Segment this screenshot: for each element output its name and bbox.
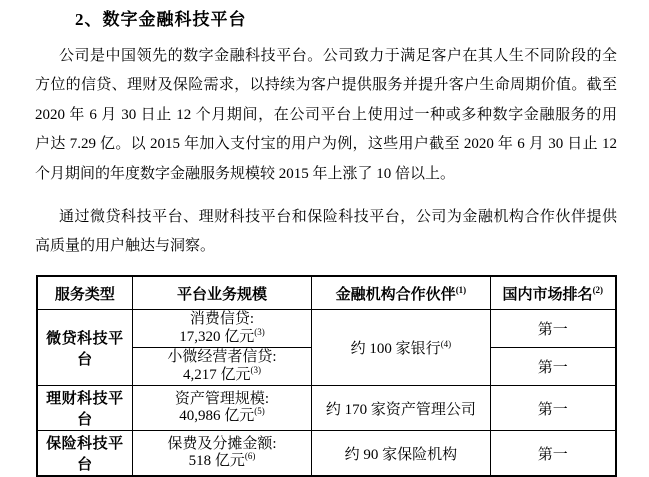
cell-rank-insurtech: 第一 — [490, 431, 616, 477]
paragraph-overview — [35, 42, 617, 189]
table-header-row — [37, 276, 616, 310]
section-heading: 2、数字金融科技平台 — [75, 10, 247, 29]
header-platform-scale: 平台业务规模 — [132, 276, 312, 310]
cell-partners-insurtech: 约 90 家保险机构 — [312, 431, 490, 477]
paragraph-platforms — [35, 203, 617, 262]
paragraph-line: 通过微贷科技平台、理财科技平台和保险科技平台，公司为金融机构合作伙伴提供 — [59, 209, 617, 226]
aum-label: 资产管理规模: — [174, 390, 270, 407]
partners-credittech-label: 约 100 家银行 — [350, 341, 441, 358]
consumer-credit-amount: 17,320 亿元 — [179, 328, 255, 345]
cell-partners-investmenttech: 约 170 家资产管理公司 — [312, 386, 490, 431]
footnote-marker: (4) — [440, 339, 452, 350]
paragraph-line: 方位的信贷、理财及保险需求，以持续为客户提供服务并提升客户生命周期价值。截至 — [35, 77, 617, 94]
cell-rank-investmenttech: 第一 — [490, 386, 616, 431]
smb-credit-label: 小微经营者信贷: — [167, 349, 277, 366]
header-service-type: 服务类型 — [37, 276, 132, 310]
cell-scale-smb-credit — [132, 348, 312, 386]
aum-value — [135, 408, 310, 426]
cell-partners-credittech — [312, 310, 490, 386]
footnote-marker: (2) — [592, 284, 604, 295]
table-row-credittech-consumer — [37, 310, 616, 348]
footnote-marker: (6) — [244, 451, 256, 462]
business-table — [36, 275, 617, 477]
smb-credit-amount: 4,217 亿元 — [182, 366, 251, 383]
cell-rank-smb-credit: 第一 — [490, 348, 616, 386]
footnote-marker: (3) — [250, 364, 261, 375]
premium-amount: 518 亿元 — [188, 453, 245, 470]
table-row-investmenttech — [37, 386, 616, 431]
paragraph-line: 公司是中国领先的数字金融科技平台。公司致力于满足客户在其人生不同阶段的全 — [59, 48, 617, 64]
footnote-marker: (1) — [455, 284, 467, 295]
header-ranking — [490, 276, 616, 310]
consumer-credit-label: 消费信贷: — [189, 311, 255, 328]
cell-rank-consumer-credit: 第一 — [490, 310, 616, 348]
table-row-insurtech — [37, 431, 616, 477]
footnote-marker: (3) — [254, 326, 265, 337]
cell-service-investmenttech: 理财科技平台 — [37, 386, 132, 431]
cell-scale-investmenttech — [132, 386, 312, 431]
cell-scale-insurtech — [132, 431, 312, 477]
header-ranking-label: 国内市场排名 — [502, 286, 593, 303]
header-partners-label: 金融机构合作伙伴 — [335, 286, 456, 303]
header-partners — [312, 276, 490, 310]
consumer-credit-value — [135, 326, 310, 347]
paragraph-line: 2020 年 6 月 30 日止 12 个月期间，在公司平台上使用过一种或多种数字金融服务的用 — [35, 106, 617, 123]
paragraph-line: 个月期间的年度数字金融服务规模较 2015 年上涨了 10 倍以上。 — [35, 165, 456, 182]
premium-label: 保费及分摊金额: — [167, 435, 277, 452]
cell-service-credittech: 微贷科技平台 — [37, 310, 132, 386]
cell-service-insurtech: 保险科技平台 — [37, 431, 132, 477]
paragraph-line: 高质量的用户触达与洞察。 — [35, 238, 216, 255]
paragraph-line: 户达 7.29 亿。以 2015 年加入支付宝的用户为例，这些用户截至 2020 年 6 月 30 日止 12 — [35, 136, 617, 153]
cell-scale-consumer-credit — [132, 310, 312, 348]
smb-credit-value — [135, 364, 310, 385]
footnote-marker: (5) — [254, 406, 265, 417]
aum-amount: 40,986 亿元 — [179, 408, 255, 425]
premium-value — [135, 453, 310, 471]
